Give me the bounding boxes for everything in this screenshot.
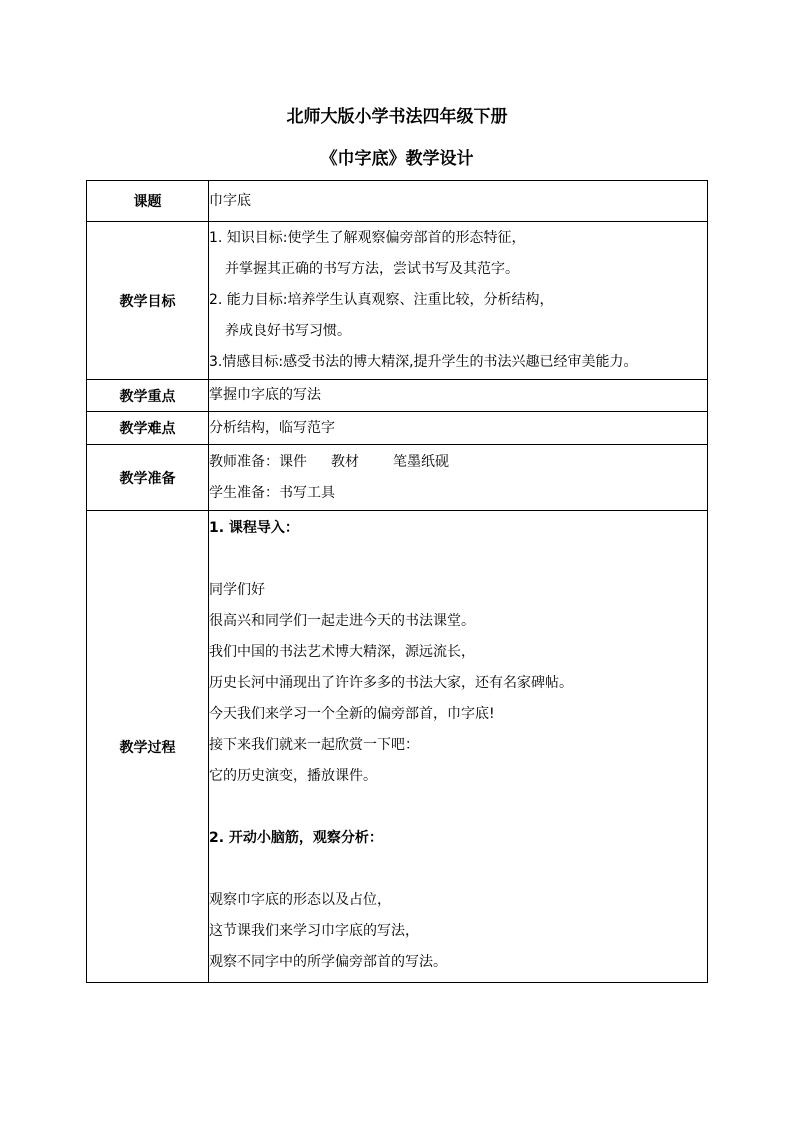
process-line: 同学们好 [209,582,265,598]
table-row-topic [87,181,708,222]
section-heading: 2. 开动小脑筋，观察分析： [209,830,383,846]
blank-line [209,854,707,885]
difficulty-value [209,412,708,445]
table-row-objectives [87,222,708,380]
process-line: 今天我们来学习一个全新的偏旁部首，巾字底! [209,706,495,722]
lesson-plan-table [86,180,708,983]
process-line: 它的历史演变，播放课件。 [209,768,377,784]
objectives-content [209,222,708,380]
process-line: 很高兴和同学们一起走进今天的书法课堂。 [209,613,475,629]
process-line: 历史长河中涌现出了许许多多的书法大家，还有名家碑帖。 [209,675,573,691]
difficulty-text: 分析结构，临写范字 [209,419,335,436]
table-row-difficulty [87,412,708,445]
blank-line [209,544,707,575]
objective-line: 并掌握其正确的书写方法，尝试书写及其范字。 [225,261,519,277]
objective-line: 养成良好书写习惯。 [225,323,351,339]
process-line: 观察不同字中的所学偏旁部首的写法。 [209,954,447,970]
objectives-label: 教学目标 [87,222,209,380]
teacher-preparation-item: 笔墨纸砚 [393,453,449,470]
process-label: 教学过程 [87,511,209,983]
student-preparation: 学生准备：书写工具 [209,484,335,501]
topic-value-text: 巾字底 [209,192,251,209]
section-heading: 1. 课程导入： [209,520,299,536]
document-title: 北师大版小学书法四年级下册 [286,107,508,127]
objective-line: 2. 能力目标:培养学生认真观察、注重比较，分析结构， [209,292,554,308]
process-line: 观察巾字底的形态以及占位， [209,892,391,908]
teacher-preparation [209,447,707,478]
preparation-content [209,445,708,511]
teacher-preparation-prefix: 教师准备：课件 [209,453,307,470]
table-row-preparation [87,445,708,511]
document-subtitle: 《巾字底》教学设计 [320,149,474,169]
process-line: 我们中国的书法艺术博大精深，源远流长， [209,644,475,660]
blank-line [209,792,707,823]
table-row-key-point [87,380,708,412]
process-line: 接下来我们就来一起欣赏一下吧： [209,737,419,753]
objective-line: 1. 知识目标:使学生了解观察偏旁部首的形态特征， [209,230,526,246]
table-row-process [87,511,708,983]
key-point-value [209,380,708,412]
topic-value [209,181,708,222]
process-content [209,511,708,983]
objective-line: 3.情感目标:感受书法的博大精深,提升学生的书法兴趣已经审美能力。 [209,354,638,370]
topic-label: 课题 [87,181,209,222]
teacher-preparation-item: 教材 [331,453,359,470]
key-point-text: 掌握巾字底的写法 [209,387,321,403]
difficulty-label: 教学难点 [87,412,209,445]
process-line: 这节课我们来学习巾字底的写法， [209,923,419,939]
preparation-label: 教学准备 [87,445,209,511]
key-point-label: 教学重点 [87,380,209,412]
